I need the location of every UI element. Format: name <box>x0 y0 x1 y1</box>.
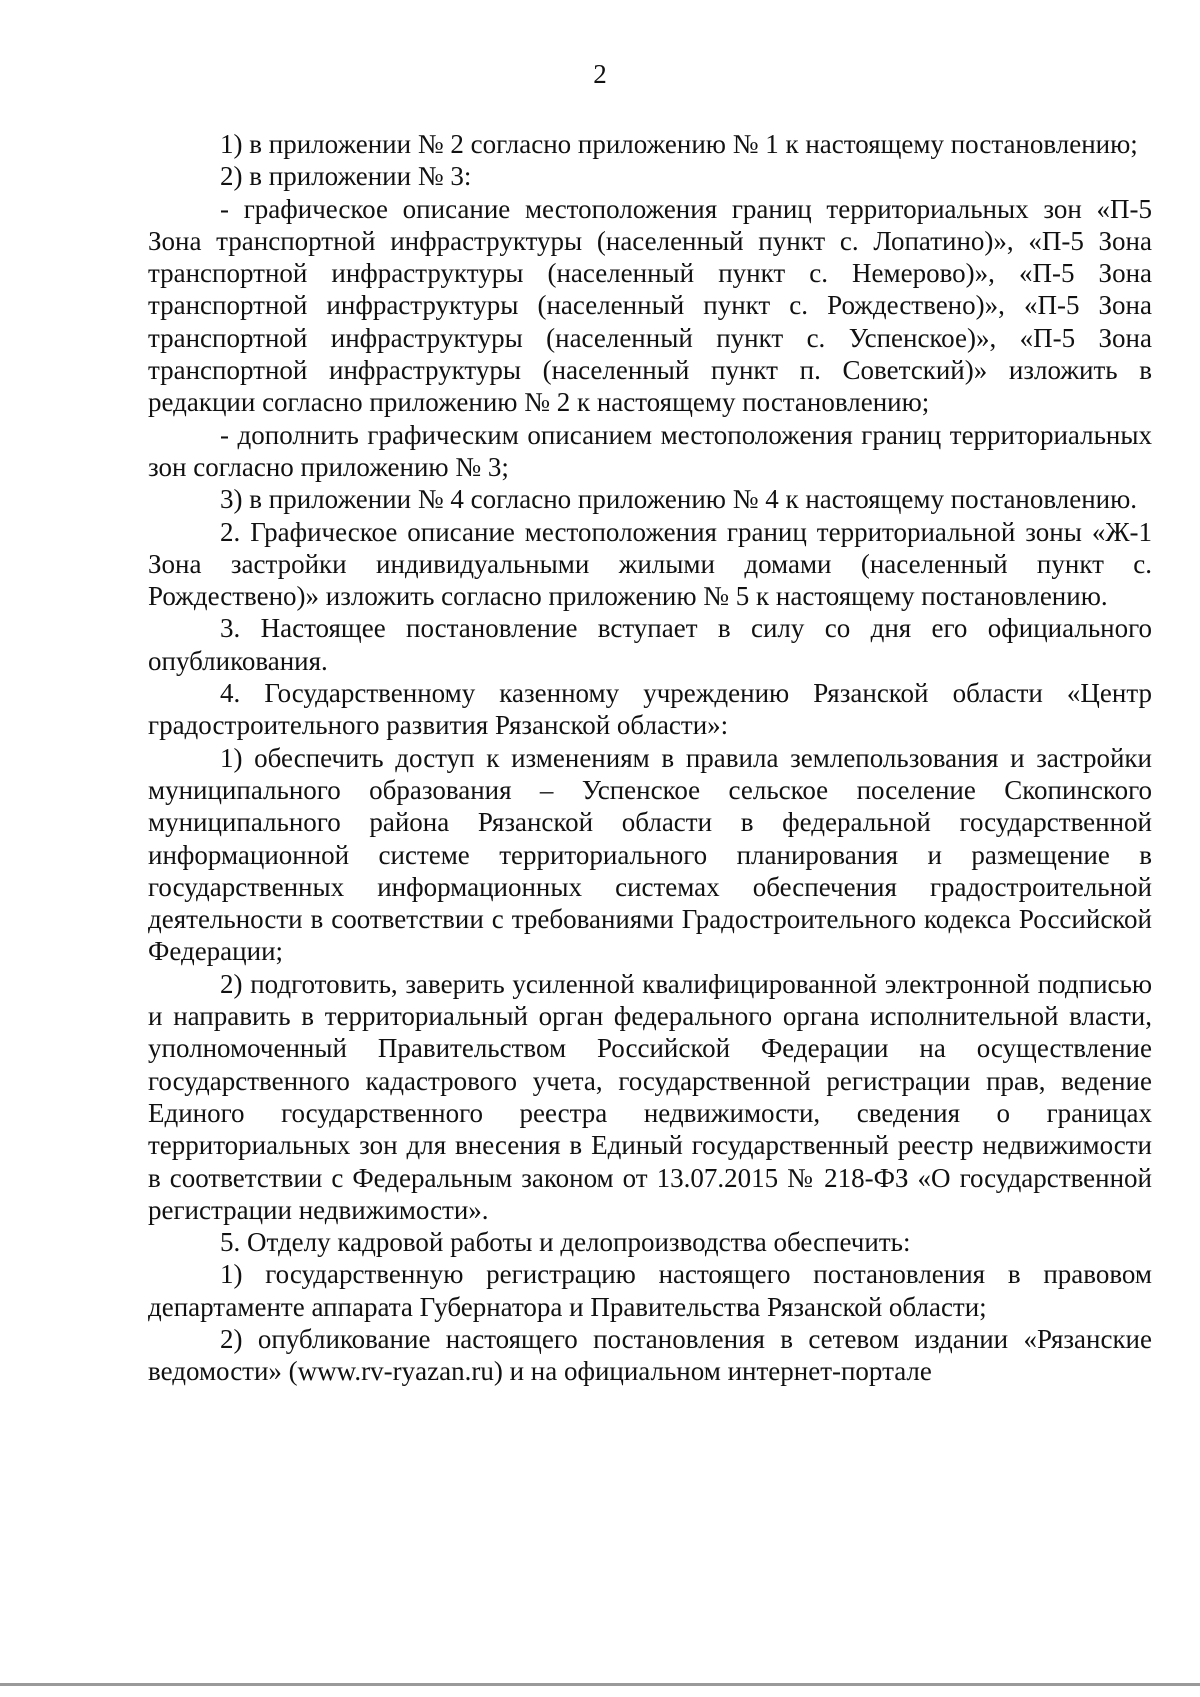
paragraph-section-2: 2. Графическое описание местоположения границ территориальной зоны «Ж-1 Зона застройки индивидуальными жилыми домами (населенный пункт с. Рождествено)» изложить согласно приложению № 5 к настоящему постановлению. <box>148 516 1152 612</box>
paragraph-section-3: 3. Настоящее постановление вступает в силу со дня его официального опубликования. <box>148 613 1152 676</box>
paragraph-item-2-annex-3: 2) в приложении № 3: <box>220 161 472 192</box>
paragraph-section-4-item-1: 1) обеспечить доступ к изменениям в правила землепользования и застройки муниципального образования – Успенское сельское поселение Скопинского муниципального района Рязанской области в федеральной государственной информационной системе территориального планирования и размещение в государственных информационных системах обеспечения градостроительной деятельности в соответствии с требованиями Градостроительного кодекса Российской Федерации; <box>148 742 1152 967</box>
paragraph-item-1-annex-2: 1) в приложении № 2 согласно приложению № 1 к настоящему постановлению; <box>220 129 1138 159</box>
paragraph-graphic-description-p5-zones: - графическое описание местоположения границ территориальных зон «П-5 Зона транспортной инфраструктуры (населенный пункт с. Лопатино)», «П-5 Зона транспортной инфраструктуры (населенный пункт с. Немерово)», «П-5 Зона транспортной инфраструктуры (населенный пункт с. Рождествено)», «П-5 Зона транспортной инфраструктуры (населенный пункт с. Успенское)», «П-5 Зона транспортной инфраструктуры (населенный пункт п. Советский)» изложить в редакции согласно приложению № 2 к настоящему постановлению; <box>148 193 1152 418</box>
scan-bottom-edge <box>0 1683 1200 1686</box>
document-body <box>148 128 1152 1388</box>
paragraph-section-5-item-2: 2) опубликование настоящего постановления в сетевом издании «Рязанские ведомости» (www.rv-ryazan.ru) и на официальном интернет-портале <box>148 1323 1152 1387</box>
paragraph-supplement-graphic-description: - дополнить графическим описанием местоположения границ территориальных зон согласно приложению № 3; <box>148 419 1152 482</box>
page-number: 2 <box>593 59 607 89</box>
paragraph-item-3-annex-4: 3) в приложении № 4 согласно приложению № 4 к настоящему постановлению. <box>220 484 1138 515</box>
paragraph-section-4-item-2: 2) подготовить, заверить усиленной квалифицированной электронной подписью и направить в территориальный орган федерального органа исполнительной власти, уполномоченный Правительством Российской Федерации на осуществление государственного кадастрового учета, государственной регистрации прав, ведение Единого государственного реестра недвижимости, сведения о границах территориальных зон для внесения в Единый государственный реестр недвижимости в соответствии с Федеральным законом от 13.07.2015 № 218-ФЗ «О государственной регистрации недвижимости». <box>148 968 1152 1225</box>
paragraph-section-4: 4. Государственному казенному учреждению Рязанской области «Центр градостроительного развития Рязанской области»: <box>148 678 1152 741</box>
paragraph-section-5: 5. Отделу кадровой работы и делопроизводства обеспечить: <box>220 1227 911 1258</box>
paragraph-section-5-item-1: 1) государственную регистрацию настоящего постановления в правовом департаменте аппарата Губернатора и Правительства Рязанской области; <box>148 1259 1152 1322</box>
